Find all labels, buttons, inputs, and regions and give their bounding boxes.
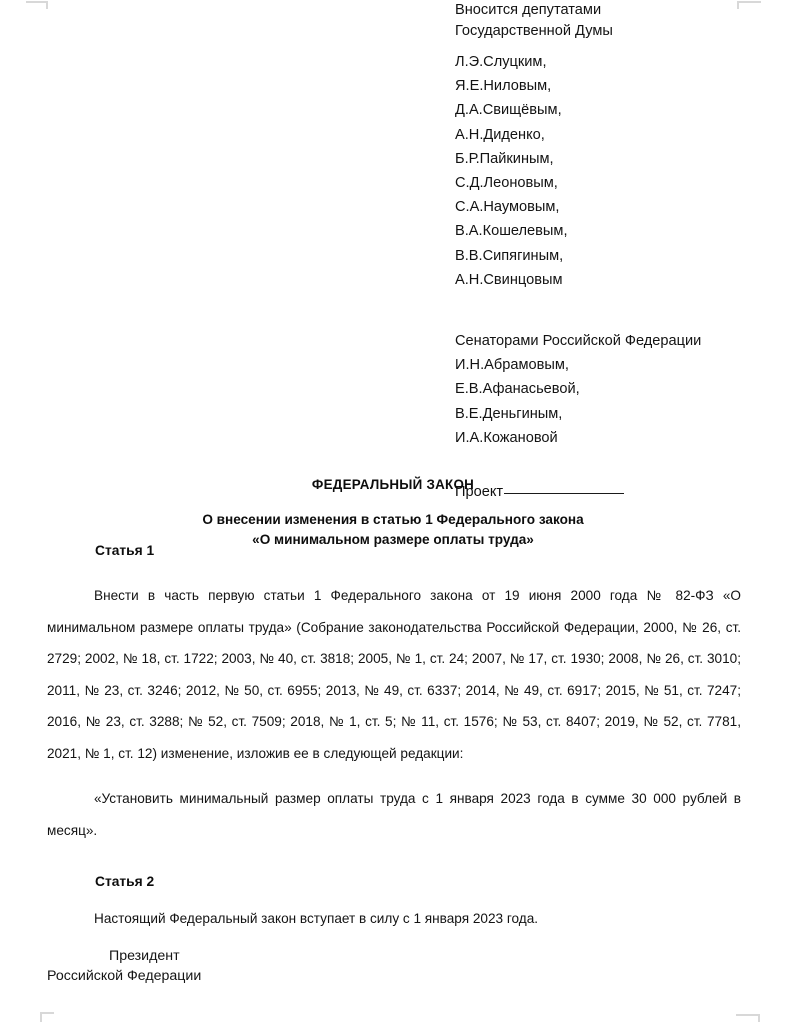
page-title: ФЕДЕРАЛЬНЫЙ ЗАКОН (311, 477, 475, 492)
list-item: Я.Е.Ниловым, (455, 78, 552, 95)
spacer (47, 889, 741, 903)
document-body (47, 543, 741, 935)
article-1-paragraph-1 (47, 580, 741, 769)
article-1-paragraph-2 (47, 783, 741, 846)
scan-corner-mark-bottom-left (40, 1012, 54, 1022)
list-item: А.Н.Свинцовым (455, 271, 563, 288)
list-item: Л.Э.Слуцким, (455, 54, 547, 70)
article-2-heading: Статья 2 (95, 874, 155, 889)
list-item: А.Н.Диденко, (455, 126, 545, 143)
deputies-list (455, 50, 775, 292)
list-item: С.А.Наумовым, (455, 199, 560, 216)
act-title-line-1: О внесении изменения в статью 1 Федерального закона (202, 512, 584, 527)
draft-number-rule (504, 493, 624, 494)
signature-block (47, 946, 367, 986)
submitters-block (455, 0, 775, 503)
deputies-intro-line-2: Государственной Думы (455, 23, 613, 39)
spacer (47, 846, 741, 874)
scan-corner-mark-bottom-right (736, 1014, 760, 1022)
scan-corner-mark-top-left (26, 1, 48, 9)
list-item: В.Е.Деньгиным, (455, 405, 563, 422)
act-title-line-2: «О минимальном размере оплаты труда» (252, 531, 534, 547)
article-2-paragraph-1 (47, 903, 741, 935)
signature-role: Президент (109, 948, 180, 964)
deputies-intro-line-1: Вносится депутатами (455, 2, 602, 18)
list-item: И.А.Кожановой (455, 429, 558, 446)
list-item: Д.А.Свищёвым, (455, 102, 562, 119)
article-2-paragraph-1-text: Настоящий Федеральный закон вступает в силу с 1 января 2023 года. (94, 911, 539, 926)
list-item: В.В.Сипягиным, (455, 247, 564, 264)
senators-block (455, 329, 775, 450)
list-item: В.А.Кошелевым, (455, 223, 568, 240)
list-item: Б.Р.Пайкиным, (455, 150, 554, 167)
article-1-paragraph-2-text: «Установить минимальный размер оплаты труда с 1 января 2023 года в сумме 30 000 рублей в месяц». (47, 791, 741, 838)
senators-heading: Сенаторами Российской Федерации (455, 333, 702, 350)
draft-label: Проект (455, 484, 504, 501)
list-item: С.Д.Леоновым, (455, 175, 558, 192)
signature-entity: Российской Федерации (47, 968, 202, 984)
spacer (47, 769, 741, 783)
article-1-paragraph-1-text: Внести в часть первую статьи 1 Федерального закона от 19 июня 2000 года № 82-ФЗ «О минимальном размере оплаты труда» (Собрание законодательства Российской Федерации, 2000, № 26, ст. 2729; 2002, № 18, ст. 1722; 2003, № 40, ст. 3818; 2005, № 1, ст. 24; 2007, № 17, ст. 1930; 2008, № 26, ст. 3010; 2011, № 23, ст. 3246; 2012, № 50, ст. 6955; 2013, № 49, ст. 6337; 2014, № 49, ст. 6917; 2015, № 51, ст. 7247; 2016, № 23, ст. 3288; № 52, ст. 7509; 2018, № 1, ст. 5; № 11, ст. 1576; № 53, ст. 8407; 2019, № 52, ст. 7781, 2021, № 1, ст. 12) изменение, изложив ее в следующей редакции: (47, 588, 741, 761)
deputies-intro (455, 0, 775, 42)
list-item: Е.В.Афанасьевой, (455, 381, 580, 398)
spacer (47, 558, 741, 580)
list-item: И.Н.Абрамовым, (455, 357, 569, 374)
article-1-heading: Статья 1 (95, 543, 155, 558)
